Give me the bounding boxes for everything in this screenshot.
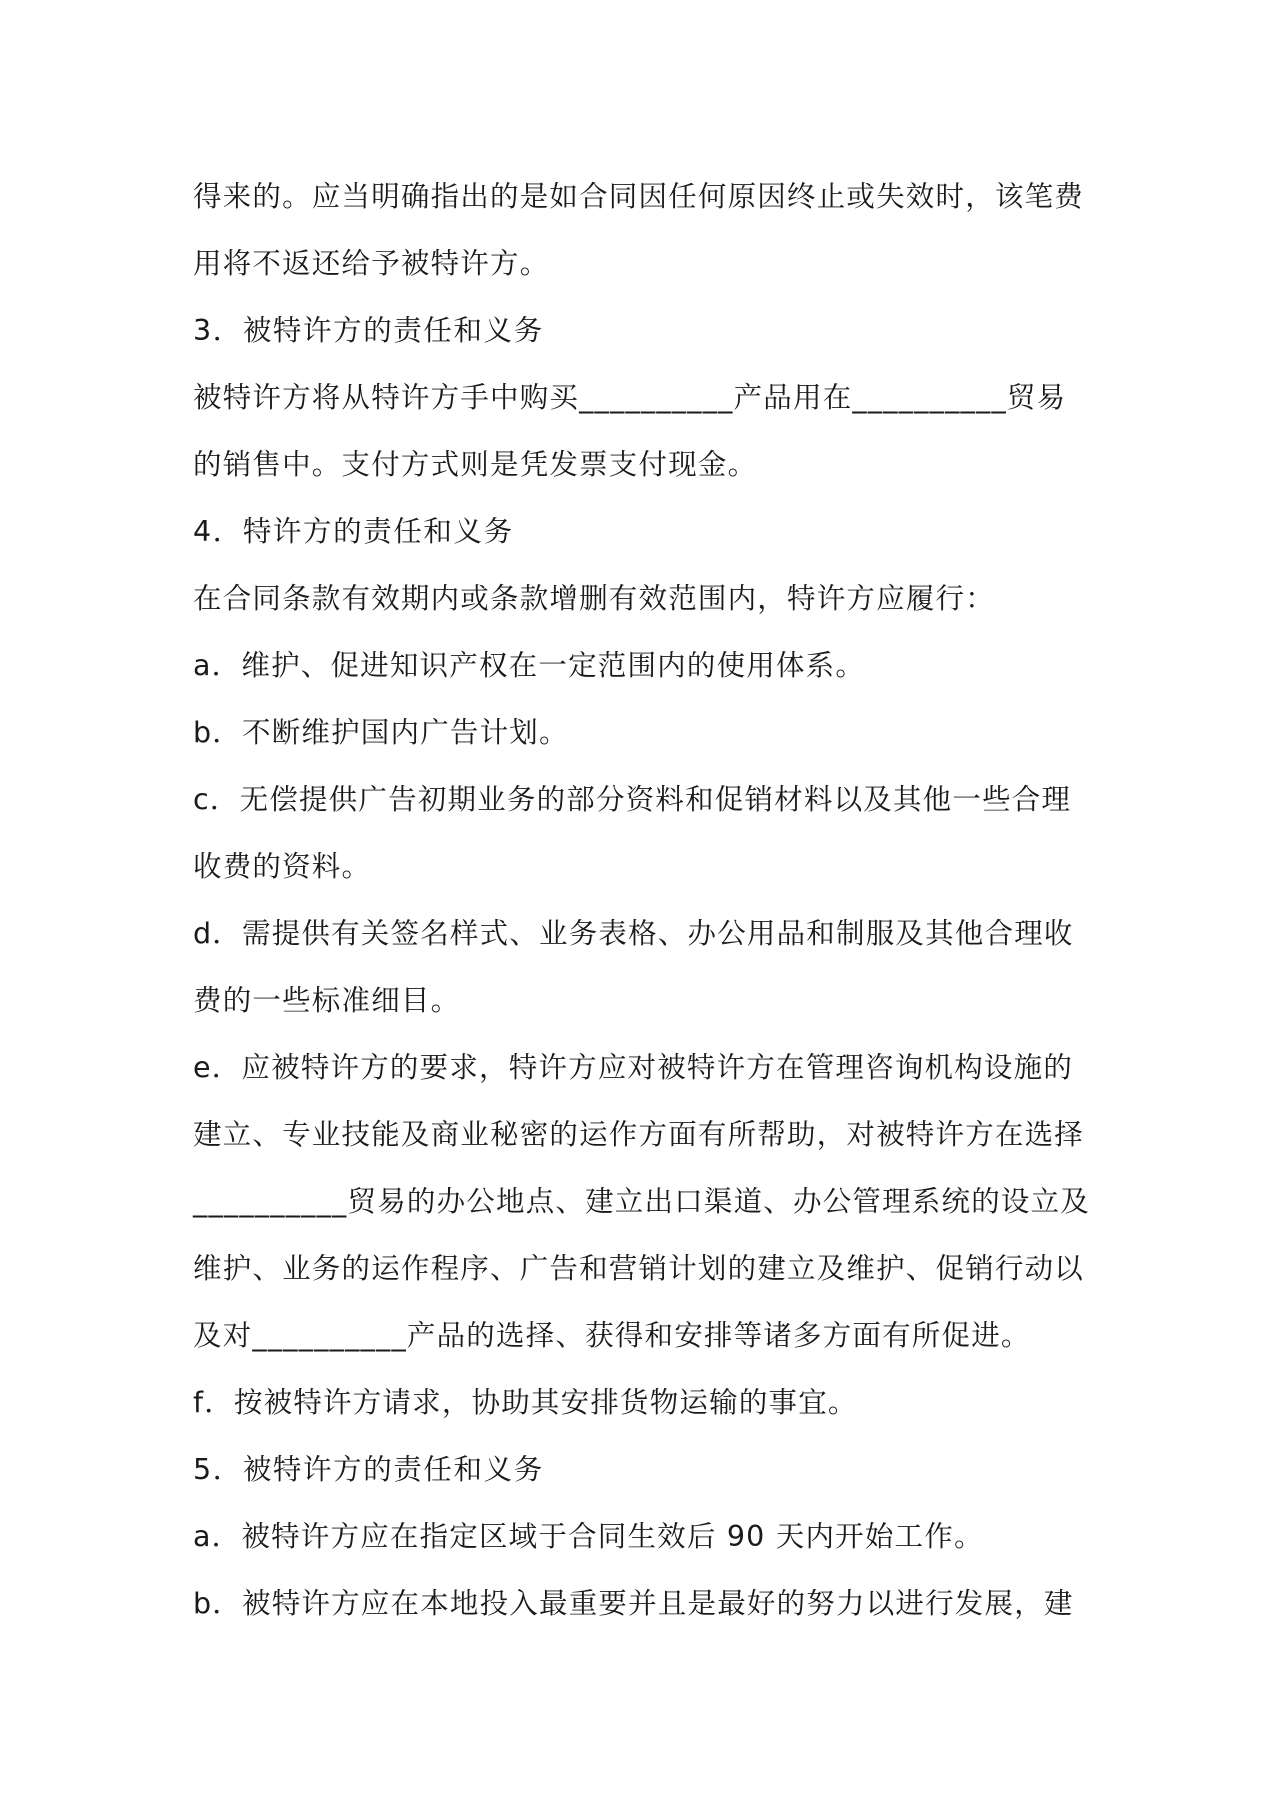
list-item-e: e．应被特许方的要求，特许方应对被特许方在管理咨询机构设施的: [193, 1051, 1074, 1084]
list-item-a: a．维护、促进知识产权在一定范围内的使用体系。: [193, 649, 866, 682]
paragraph-line: 及对__________产品的选择、获得和安排等诸多方面有所促进。: [193, 1319, 1031, 1352]
list-item-d: d．需提供有关签名样式、业务表格、办公用品和制服及其他合理收: [193, 917, 1074, 950]
paragraph-line: 维护、业务的运作程序、广告和营销计划的建立及维护、促销行动以: [193, 1252, 1085, 1285]
list-item-f: f．按被特许方请求，协助其安排货物运输的事宜。: [193, 1386, 858, 1419]
list-item-a: a．被特许方应在指定区域于合同生效后 90 天内开始工作。: [193, 1520, 984, 1553]
list-item-c: c．无偿提供广告初期业务的部分资料和促销材料以及其他一些合理: [193, 783, 1072, 816]
list-item-b: b．不断维护国内广告计划。: [193, 716, 569, 749]
paragraph-line: 建立、专业技能及商业秘密的运作方面有所帮助，对被特许方在选择: [193, 1118, 1085, 1151]
paragraph-line: 的销售中。支付方式则是凭发票支付现金。: [193, 448, 758, 481]
document-body: [193, 163, 1095, 1637]
paragraph-line: 费的一些标准细目。: [193, 984, 461, 1017]
paragraph-line: 收费的资料。: [193, 850, 372, 883]
section-heading-4: 4．特许方的责任和义务: [193, 515, 514, 548]
paragraph-line: __________贸易的办公地点、建立出口渠道、办公管理系统的设立及: [193, 1185, 1091, 1218]
paragraph-line: 在合同条款有效期内或条款增删有效范围内，特许方应履行：: [193, 582, 995, 615]
section-heading-3: 3．被特许方的责任和义务: [193, 314, 544, 347]
list-item-b: b．被特许方应在本地投入最重要并且是最好的努力以进行发展，建: [193, 1587, 1074, 1620]
paragraph-line: 被特许方将从特许方手中购买__________产品用在__________贸易: [193, 381, 1067, 414]
section-heading-5: 5．被特许方的责任和义务: [193, 1453, 544, 1486]
paragraph-line: 得来的。应当明确指出的是如合同因任何原因终止或失效时，该笔费: [193, 180, 1085, 213]
paragraph-line: 用将不返还给予被特许方。: [193, 247, 550, 280]
